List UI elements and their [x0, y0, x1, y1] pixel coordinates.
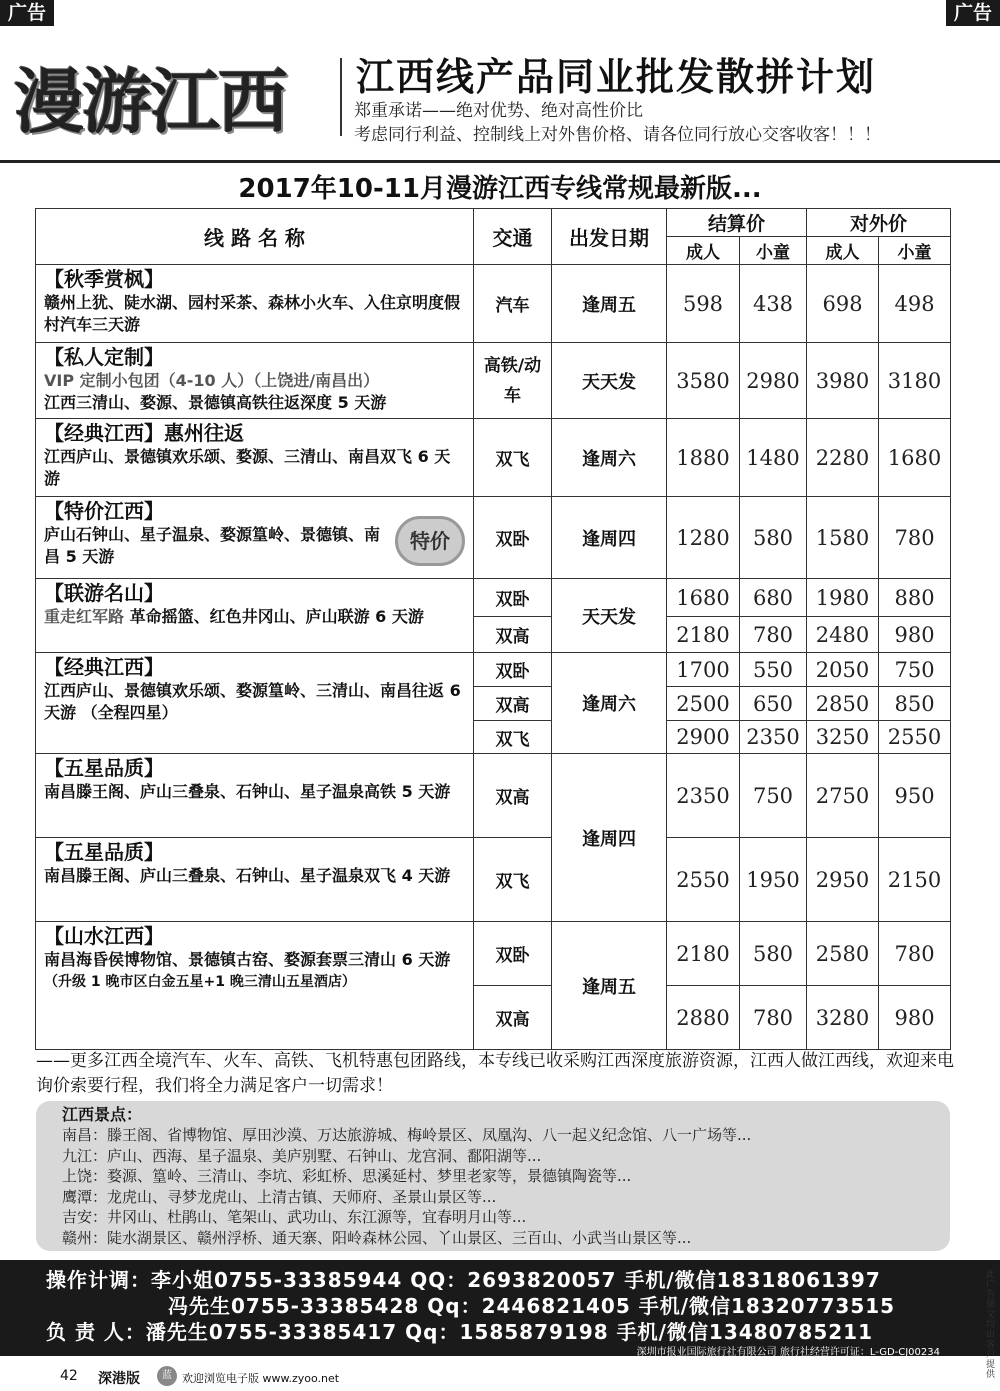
settle-child: 680 — [740, 579, 807, 617]
route-title: 【经典江西】 — [44, 655, 164, 679]
route-title: 【联游名山】 — [44, 581, 164, 605]
settle-adult: 2550 — [667, 838, 740, 922]
license-text: 深圳市报业国际旅行社有限公司 旅行社经营许可证：L-GD-CJ00234 — [636, 1347, 940, 1358]
public-child: 980 — [879, 617, 951, 653]
side-note: 此广告图文均由客户提供 — [986, 1270, 996, 1380]
edition-badge-icon: 蓝 — [157, 1366, 177, 1386]
settle-child: 550 — [740, 653, 807, 687]
table-row — [36, 497, 951, 579]
public-adult: 2850 — [807, 687, 879, 721]
scenic-spots-box — [36, 1101, 950, 1251]
route-desc — [44, 524, 465, 568]
spot-line: 鹰潭：龙虎山、寻梦龙虎山、上清古镇、天师府、圣景山景区等... — [62, 1187, 497, 1206]
public-child: 850 — [879, 687, 951, 721]
route-cell — [36, 343, 474, 419]
route-desc — [44, 606, 465, 628]
route-desc-text: 革命摇篮、红色井冈山、庐山联游 6 天游 — [129, 607, 424, 626]
public-child: 950 — [879, 754, 951, 838]
settle-adult: 2180 — [667, 922, 740, 986]
public-child: 498 — [879, 265, 951, 343]
route-note: （升级 1 晚市区白金五星+1 晚三清山五星酒店） — [44, 974, 356, 990]
route-title: 【秋季赏枫】 — [44, 267, 164, 291]
headline: 江西线产品同业批发散拼计划 — [356, 55, 877, 99]
date-cell: 天天发 — [552, 579, 667, 653]
settle-child: 1950 — [740, 838, 807, 922]
traffic-cell: 汽车 — [474, 265, 552, 343]
settle-adult: 3580 — [667, 343, 740, 419]
route-cell — [36, 838, 474, 922]
route-cell — [36, 754, 474, 838]
public-adult: 3280 — [807, 986, 879, 1050]
contact-line-3: 负 责 人：潘先生0755-33385417 Qq：1585879198 手机/微信13480785211 — [46, 1320, 874, 1344]
traffic-cell: 双高 — [474, 986, 552, 1050]
col-traffic-header: 交通 — [474, 209, 552, 265]
route-desc: 江西庐山、景德镇欢乐颂、婺源、三清山、南昌双飞 6 天游 — [44, 447, 451, 488]
public-child: 780 — [879, 497, 951, 579]
more-routes-text: ——更多江西全境汽车、火车、高铁、飞机特惠包团路线，本专线已收采购江西深度旅游资源，江西人做江西线，欢迎来电询价索要行程，我们将全力满足客户一切需求！ — [36, 1051, 954, 1096]
traffic-cell: 双高 — [474, 754, 552, 838]
route-cell — [36, 922, 474, 1050]
contact-footer — [0, 1260, 1000, 1356]
traffic-cell: 双卧 — [474, 579, 552, 617]
route-desc: 南昌海昏侯博物馆、景德镇古窑、婺源套票三清山 6 天游 — [44, 950, 451, 969]
date-cell: 逢周五 — [552, 922, 667, 1050]
settle-adult: 1700 — [667, 653, 740, 687]
public-adult: 3250 — [807, 721, 879, 754]
route-cell — [36, 419, 474, 497]
spot-line: 赣州：陡水湖景区、赣州浮桥、通天寨、阳岭森林公园、丫山景区、三百山、小武当山景区等... — [62, 1228, 692, 1247]
spot-line: 吉安：井冈山、杜鹃山、笔架山、武功山、东江源等，宜春明月山等... — [62, 1208, 527, 1226]
table-row — [36, 838, 951, 922]
traffic-cell: 双高 — [474, 617, 552, 653]
promise-line-1: 郑重承诺——绝对优势、绝对高性价比 — [354, 101, 643, 121]
public-adult: 1980 — [807, 579, 879, 617]
settle-child: 580 — [740, 922, 807, 986]
settle-adult: 598 — [667, 265, 740, 343]
table-row — [36, 653, 951, 687]
settle-child: 2980 — [740, 343, 807, 419]
route-cell — [36, 265, 474, 343]
ad-tag-left: 广告 — [0, 0, 54, 26]
edition-label: 深港版 — [98, 1371, 140, 1387]
route-gray-text: 重走红军路 — [44, 607, 125, 626]
col-public-header: 对外价 — [807, 209, 951, 237]
public-adult: 3980 — [807, 343, 879, 419]
spot-line: 南昌：滕王阁、省博物馆、厚田沙漠、万达旅游城、梅岭景区、凤凰沟、八一起义纪念馆、八一广场等... — [62, 1126, 752, 1144]
public-child: 2550 — [879, 721, 951, 754]
route-title: 【私人定制】 — [44, 345, 164, 369]
table-row — [36, 754, 951, 838]
header-divider — [340, 58, 342, 136]
settle-child: 580 — [740, 497, 807, 579]
route-title: 【五星品质】 — [44, 840, 164, 864]
settle-child: 780 — [740, 986, 807, 1050]
public-child: 780 — [879, 922, 951, 986]
settle-adult: 2180 — [667, 617, 740, 653]
traffic-cell: 高铁/动车 — [474, 343, 552, 419]
route-gray-text: VIP 定制小包团（4-10 人）（上饶进/南昌出） — [44, 371, 380, 390]
promise-line-2: 考虑同行利益、控制线上对外售价格、请各位同行放心交客收客！！！ — [354, 125, 881, 145]
public-child: 750 — [879, 653, 951, 687]
public-child: 980 — [879, 986, 951, 1050]
table-row — [36, 343, 951, 419]
public-adult: 2750 — [807, 754, 879, 838]
traffic-cell: 双飞 — [474, 419, 552, 497]
page-number: 42 — [60, 1368, 78, 1384]
col-route-header: 线 路 名 称 — [36, 209, 474, 265]
col-settle-child: 小童 — [740, 237, 807, 265]
price-table — [35, 208, 951, 1050]
header — [0, 38, 1000, 154]
route-title: 【山水江西】 — [44, 924, 164, 948]
traffic-cell: 双卧 — [474, 922, 552, 986]
date-cell: 逢周六 — [552, 419, 667, 497]
route-desc: 南昌滕王阁、庐山三叠泉、石钟山、星子温泉高铁 5 天游 — [44, 782, 451, 801]
settle-adult: 1880 — [667, 419, 740, 497]
contact-line-2: 冯先生0755-33385428 Qq：2446821405 手机/微信18320773515 — [168, 1294, 896, 1318]
settle-child: 650 — [740, 687, 807, 721]
traffic-cell: 双飞 — [474, 721, 552, 754]
table-row — [36, 579, 951, 617]
traffic-cell: 双飞 — [474, 838, 552, 922]
settle-adult: 2880 — [667, 986, 740, 1050]
settle-child: 2350 — [740, 721, 807, 754]
public-child: 3180 — [879, 343, 951, 419]
welcome-text: 欢迎浏览电子版 www.zyoo.net — [182, 1372, 340, 1385]
settle-child: 780 — [740, 617, 807, 653]
public-adult: 2050 — [807, 653, 879, 687]
date-cell: 逢周四 — [552, 754, 667, 922]
route-desc: 南昌滕王阁、庐山三叠泉、石钟山、星子温泉双飞 4 天游 — [44, 866, 451, 885]
route-cell — [36, 653, 474, 754]
table-row — [36, 922, 951, 986]
settle-adult: 2900 — [667, 721, 740, 754]
date-cell: 逢周五 — [552, 265, 667, 343]
special-price-badge: 特价 — [395, 516, 465, 566]
col-public-child: 小童 — [879, 237, 951, 265]
public-adult: 698 — [807, 265, 879, 343]
col-public-adult: 成人 — [807, 237, 879, 265]
public-adult: 2280 — [807, 419, 879, 497]
route-desc: 江西三清山、婺源、景德镇高铁往返深度 5 天游 — [44, 393, 387, 412]
route-desc: 江西庐山、景德镇欢乐颂、婺源篁岭、三清山、南昌往返 6 天游 （全程四星） — [44, 681, 461, 722]
settle-child: 750 — [740, 754, 807, 838]
settle-adult: 2350 — [667, 754, 740, 838]
table-row — [36, 419, 951, 497]
spot-line: 上饶：婺源、篁岭、三清山、李坑、彩虹桥、思溪延村、梦里老家等，景德镇陶瓷等... — [62, 1167, 632, 1185]
settle-adult: 1680 — [667, 579, 740, 617]
route-desc: 赣州上犹、陡水湖、园村采茶、森林小火车、入住京明度假村汽车三天游 — [44, 293, 461, 334]
route-title: 【五星品质】 — [44, 756, 164, 780]
settle-adult: 2500 — [667, 687, 740, 721]
traffic-cell: 双高 — [474, 687, 552, 721]
date-cell: 逢周六 — [552, 653, 667, 754]
table-row — [36, 265, 951, 343]
ad-tag-right: 广告 — [946, 0, 1000, 26]
route-desc-text: 庐山石钟山、星子温泉、婺源篁岭、景德镇、南昌 5 天游 — [44, 525, 381, 566]
header-separator — [0, 160, 1000, 163]
col-date-header: 出发日期 — [552, 209, 667, 265]
contact-line-1: 操作计调：李小姐0755-33385944 QQ：2693820057 手机/微信18318061397 — [46, 1268, 881, 1292]
route-cell — [36, 579, 474, 653]
route-title: 【经典江西】惠州往返 — [44, 421, 244, 445]
settle-child: 1480 — [740, 419, 807, 497]
date-cell: 天天发 — [552, 343, 667, 419]
logo: 漫游江西 — [14, 60, 286, 143]
public-adult: 2580 — [807, 922, 879, 986]
subtitle: 2017年10-11月漫游江西专线常规最新版... — [238, 174, 762, 204]
date-cell: 逢周四 — [552, 497, 667, 579]
settle-adult: 1280 — [667, 497, 740, 579]
col-settle-adult: 成人 — [667, 237, 740, 265]
traffic-cell: 双卧 — [474, 497, 552, 579]
traffic-cell: 双卧 — [474, 653, 552, 687]
spots-title: 江西景点： — [62, 1105, 143, 1124]
spot-line: 九江：庐山、西海、星子温泉、美庐别墅、石钟山、龙宫洞、鄱阳湖等... — [62, 1146, 542, 1165]
public-adult: 2950 — [807, 838, 879, 922]
public-child: 880 — [879, 579, 951, 617]
public-adult: 1580 — [807, 497, 879, 579]
public-child: 1680 — [879, 419, 951, 497]
col-settle-header: 结算价 — [667, 209, 807, 237]
public-child: 2150 — [879, 838, 951, 922]
route-cell — [36, 497, 474, 579]
settle-child: 438 — [740, 265, 807, 343]
route-title: 【特价江西】 — [44, 499, 164, 523]
public-adult: 2480 — [807, 617, 879, 653]
